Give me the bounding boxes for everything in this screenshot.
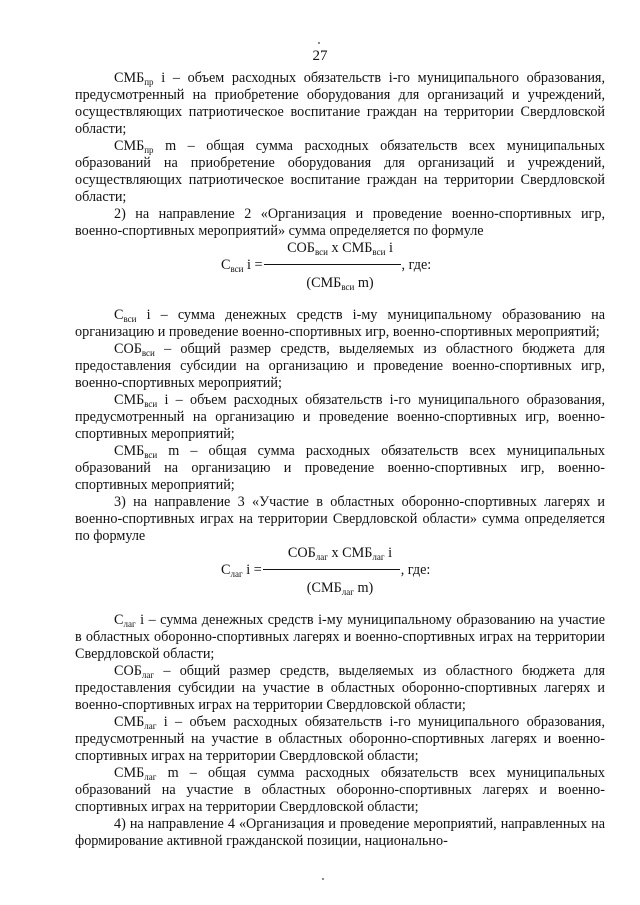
paragraph: 4) на направление 4 «Организация и проведение мероприятий, направленных на формирование активной гражданской позиции, национально- — [75, 816, 605, 849]
formula-fraction-row — [221, 562, 430, 579]
fraction-bar — [264, 264, 401, 265]
formula — [75, 545, 605, 612]
formula-denominator: ($СМБ_{лаг}$ m) — [306, 580, 374, 597]
formula-fraction-row — [221, 257, 431, 274]
paragraph: $СОБ_{вси}$ – общий размер средств, выделяемых из областного бюджета для предоставления субсидии на организацию и проведение военно-спортивных игр, военно-спортивных мероприятий; — [75, 341, 605, 391]
fraction-bar — [263, 569, 400, 570]
scan-speck — [322, 878, 324, 880]
document-body — [75, 70, 605, 850]
formula-tail: , где: — [401, 257, 432, 273]
formula-numerator: $СОБ_{лаг}$ х $СМБ_{лаг}$ i — [287, 545, 393, 562]
paragraph: $СМБ_{пр}$ i – объем расходных обязательств i-го муниципального образования, предусмотренный на приобретение оборудования для организаций и учреждений, осуществляющих патриотическое воспитание граждан на территории Свердловской области; — [75, 70, 605, 137]
paragraph: $СМБ_{вси}$ i – объем расходных обязательств i-го муниципального образования, предусмотренный на организацию и проведение военно-спортивных игр, военно-спортивных мероприятий; — [75, 392, 605, 442]
formula — [75, 240, 605, 307]
paragraph: $СМБ_{вси}$ m – общая сумма расходных обязательств всех муниципальных образований на организацию и проведение военно-спортивных игр, военно-спортивных мероприятий; — [75, 443, 605, 493]
formula-tail: , где: — [400, 562, 431, 578]
scan-speck — [318, 42, 320, 44]
page-number: 27 — [312, 48, 328, 64]
paragraph: $С_{вси}$ i – сумма денежных средств i-му муниципальному образованию на организацию и проведение военно-спортивных игр, военно-спортивных мероприятий; — [75, 307, 605, 340]
formula-lhs: $С_{вси}$ i = — [221, 257, 263, 274]
paragraph: $СМБ_{лаг}$ i – объем расходных обязательств i-го муниципального образования, предусмотренный на участие в областных оборонно-спортивных лагерях и военно-спортивных играх на территории Свердловской области; — [75, 714, 605, 764]
paragraph: $СМБ_{пр}$ m – общая сумма расходных обязательств всех муниципальных образований на приобретение оборудования для организаций и учреждений, осуществляющих патриотическое воспитание граждан на территории Свердловской области; — [75, 138, 605, 205]
formula-denominator: ($СМБ_{вси}$ m) — [306, 275, 374, 292]
paragraph: 2) на направление 2 «Организация и проведение военно-спортивных игр, военно-спортивных мероприятий» сумма определяется по формуле — [75, 206, 605, 239]
paragraph: $СОБ_{лаг}$ – общий размер средств, выделяемых из областного бюджета для предоставления субсидии на участие в областных оборонно-спортивных лагерях и военно-спортивных играх на территории Свердловской области; — [75, 663, 605, 713]
paragraph: 3) на направление 3 «Участие в областных оборонно-спортивных лагерях и военно-спортивных играх на территории Свердловской области» сумма определяется по формуле — [75, 494, 605, 544]
paragraph: $СМБ_{лаг}$ m – общая сумма расходных обязательств всех муниципальных образований на участие в областных оборонно-спортивных лагерях и военно-спортивных играх на территории Свердловской области; — [75, 765, 605, 815]
formula-lhs: $С_{лаг}$ i = — [221, 562, 262, 579]
paragraph: $С_{лаг}$ i – сумма денежных средств i-му муниципальному образованию на участие в областных оборонно-спортивных лагерях и военно-спортивных играх на территории Свердловской области; — [75, 612, 605, 662]
formula-numerator: $СОБ_{вси}$ х $СМБ_{вси}$ i — [287, 240, 393, 257]
